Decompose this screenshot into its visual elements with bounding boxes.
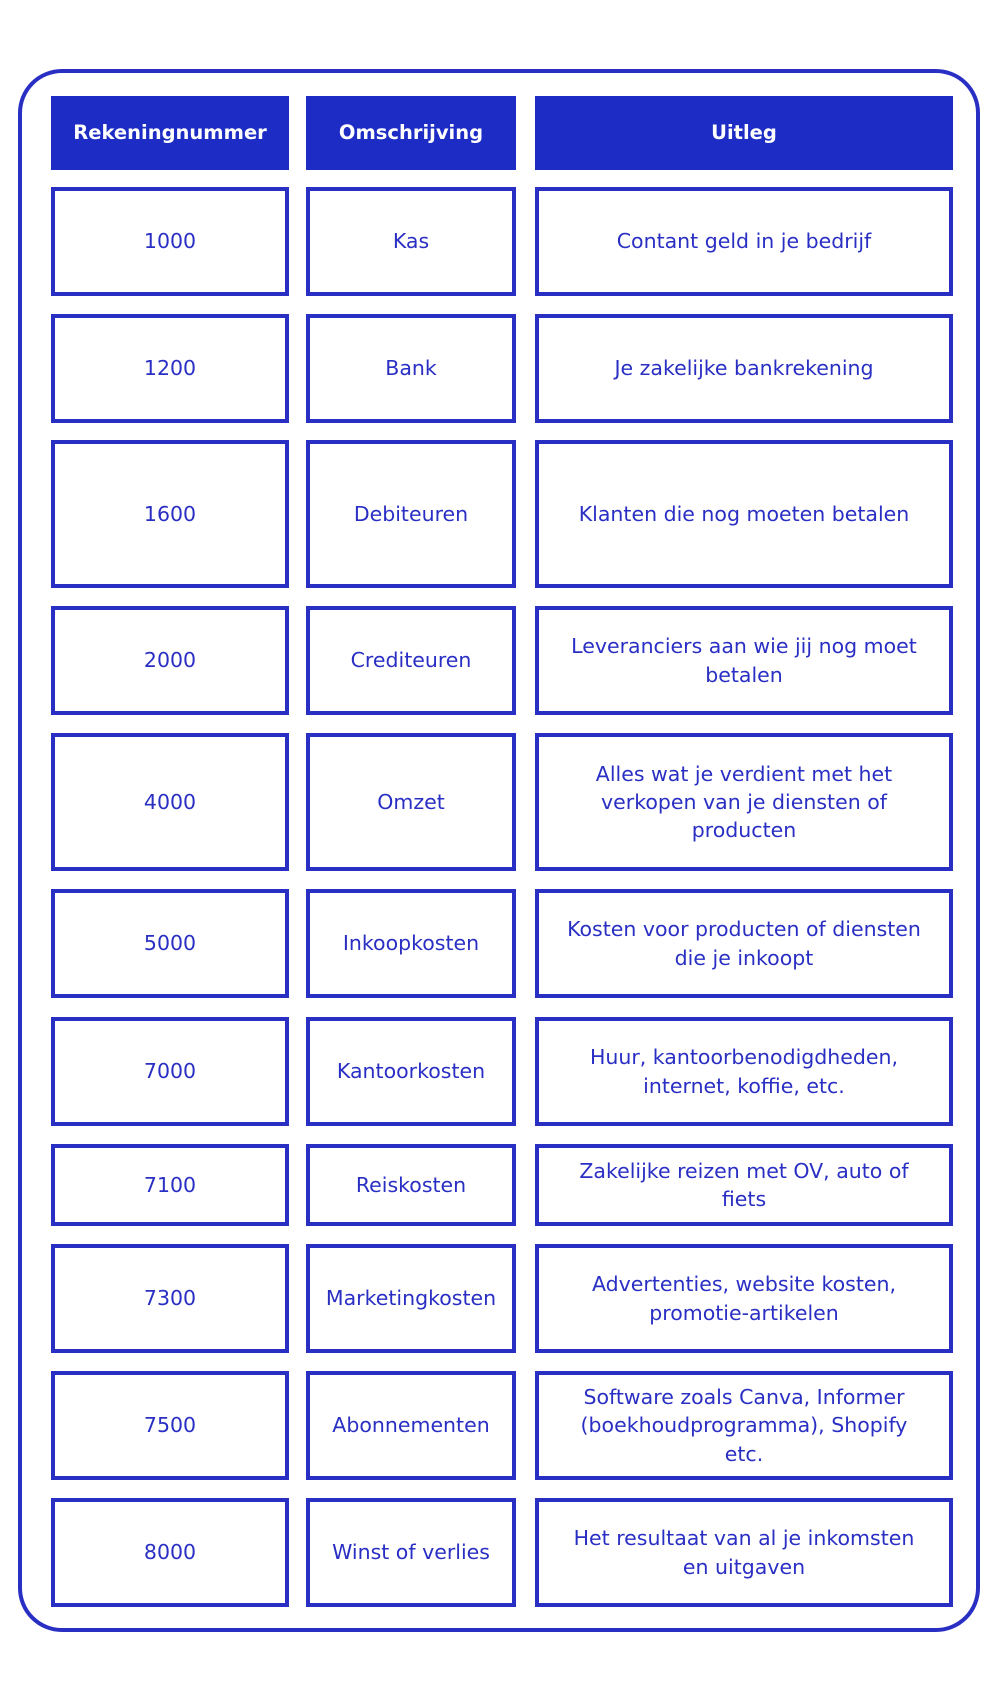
row-9-nummer: 7300 bbox=[51, 1244, 289, 1353]
row-1-uitleg: Contant geld in je bedrijf bbox=[535, 187, 953, 296]
row-3-nummer: 1600 bbox=[51, 440, 289, 588]
row-6-nummer: 5000 bbox=[51, 889, 289, 998]
header-uitleg: Uitleg bbox=[535, 96, 953, 170]
row-9-uitleg: Advertenties, website kosten, promotie-artikelen bbox=[535, 1244, 953, 1353]
row-2-nummer: 1200 bbox=[51, 314, 289, 423]
row-4-omschrijving: Crediteuren bbox=[306, 606, 516, 715]
row-6-omschrijving: Inkoopkosten bbox=[306, 889, 516, 998]
row-2-omschrijving: Bank bbox=[306, 314, 516, 423]
row-11-uitleg: Het resultaat van al je inkomsten en uitgaven bbox=[535, 1498, 953, 1607]
row-1-omschrijving: Kas bbox=[306, 187, 516, 296]
row-8-nummer: 7100 bbox=[51, 1144, 289, 1226]
row-10-omschrijving: Abonnementen bbox=[306, 1371, 516, 1480]
row-3-uitleg: Klanten die nog moeten betalen bbox=[535, 440, 953, 588]
row-3-omschrijving: Debiteuren bbox=[306, 440, 516, 588]
row-5-omschrijving: Omzet bbox=[306, 733, 516, 871]
row-4-uitleg: Leveranciers aan wie jij nog moet betalen bbox=[535, 606, 953, 715]
row-7-uitleg: Huur, kantoorbenodigdheden, internet, koffie, etc. bbox=[535, 1017, 953, 1126]
row-10-uitleg: Software zoals Canva, Informer (boekhoudprogramma), Shopify etc. bbox=[535, 1371, 953, 1480]
row-8-omschrijving: Reiskosten bbox=[306, 1144, 516, 1226]
row-2-uitleg: Je zakelijke bankrekening bbox=[535, 314, 953, 423]
row-11-nummer: 8000 bbox=[51, 1498, 289, 1607]
row-6-uitleg: Kosten voor producten of diensten die je inkoopt bbox=[535, 889, 953, 998]
row-5-nummer: 4000 bbox=[51, 733, 289, 871]
row-7-omschrijving: Kantoorkosten bbox=[306, 1017, 516, 1126]
row-10-nummer: 7500 bbox=[51, 1371, 289, 1480]
row-4-nummer: 2000 bbox=[51, 606, 289, 715]
row-8-uitleg: Zakelijke reizen met OV, auto of fiets bbox=[535, 1144, 953, 1226]
row-11-omschrijving: Winst of verlies bbox=[306, 1498, 516, 1607]
row-1-nummer: 1000 bbox=[51, 187, 289, 296]
row-5-uitleg: Alles wat je verdient met het verkopen van je diensten of producten bbox=[535, 733, 953, 871]
row-7-nummer: 7000 bbox=[51, 1017, 289, 1126]
header-rekeningnummer: Rekeningnummer bbox=[51, 96, 289, 170]
header-omschrijving: Omschrijving bbox=[306, 96, 516, 170]
row-9-omschrijving: Marketingkosten bbox=[306, 1244, 516, 1353]
